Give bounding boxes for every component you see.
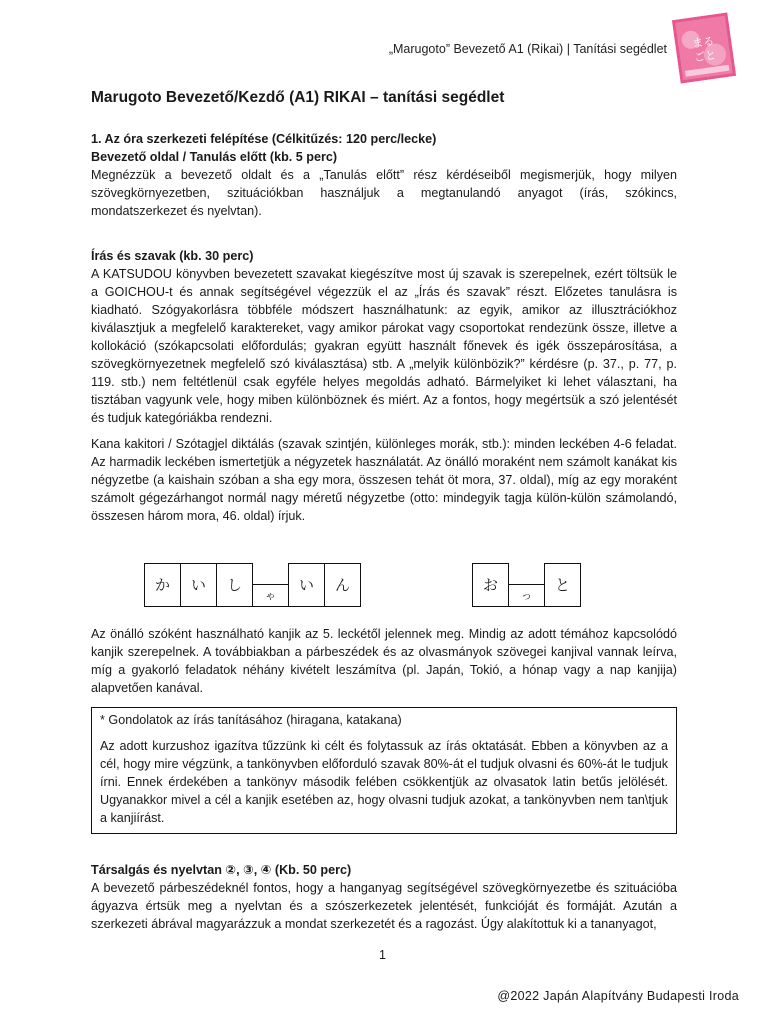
section-heading: Társalgás és nyelvtan ②, ③, ④ (Kb. 50 perc) [91,863,352,877]
page-number: 1 [379,948,386,962]
section-heading: 1. Az óra szerkezeti felépítése (Célkitűzés: 120 perc/lecke) [91,132,437,146]
paragraph: A bevezető párbeszédeknél fontos, hogy a hanganyag segítségével szövegkörnyezetbe és szituációba ágyazva értsük meg a nyelvtan és a szószerkezetek jelentését, funkcióját és formáját. Azután a szerkezeti ábrával magyarázzuk a mondat szerkezetét és a ragozást. Úgy alakítottuk ki a tananyagot, [91,881,677,931]
document-body [91,88,677,933]
kana-box-large: し [216,563,253,607]
kana-box-large: お [472,563,509,607]
svg-text:まる: まる [691,34,716,51]
kana-box-large: ん [324,563,361,607]
marugoto-logo [672,12,736,83]
section-heading: Írás és szavak (kb. 30 perc) [91,249,254,263]
paragraph: Az önálló szóként használható kanjik az 5. leckétől jelennek meg. Mindig az adott témához kapcsolódó kanjik szerepelnek. A továbbiakban a párbeszédek és az olvasmányok szövegei kanjival vannak leírva, míg a gyakorló feladatok néhány kivételt leszámítva (pl. Japán, Tokió, a hónap vagy a nap kanjija) alapvetően kanával. [91,627,677,695]
kana-box-large: い [180,563,217,607]
svg-text:ごと: ごと [693,48,717,65]
running-header: „Marugoto” Bevezető A1 (Rikai) | Tanítási segédlet [388,42,667,56]
kana-box-large: と [544,563,581,607]
paragraph: Megnézzük a bevezető oldalt és a „Tanulás előtt” rész kérdéseiből megismerjük, hogy milyen szövegkörnyezetben, szituációkban használjuk a megtanulandó anyagot (írás, szókincs, mondatszerkezet és nyelvtan). [91,168,677,218]
paragraph: A KATSUDOU könyvben bevezetett szavakat kiegészítve most új szavak is szerepelnek, ezért töltsük le a GOICHOU-t és annak segítségével végezzük el az „Írás és szavak” részt. Előzetes tanulásra is kiadható. Szógyakorlásra többféle módszert használhatunk: az egyik, amikor az illusztrációkhoz kiválasztjuk a megfelelő karaktereket, vagy amikor párokat vagy csoportokat rendezünk össze, illetve a kollokáció (szókapcsolati előfordulás; gyakran együtt használt főnevek és igék összepárosítása, a szövegkörnyezetnek megfelelő szó kiválasztása) stb. A „melyik különbözik?” kérdésre (p. 37., p. 77, p. 119. stb.) nem feltétlenül csak egyféle helyes megoldás adható. Bármelyiket ki lehet választani, ha tisztában vagyunk vele, hogy miben különböznek és miért. Az a fontos, hogy megértsük a szó jelentését és tudjuk kategóriákba rendezni. [91,267,677,425]
note-box [91,707,677,834]
footer-copyright: @2022 Japán Alapítvány Budapesti Iroda [497,989,739,1003]
kana-box-large: い [288,563,325,607]
kana-box-examples [91,535,677,619]
kana-box-small: っ [508,584,545,607]
subsection-heading: Bevezető oldal / Tanulás előtt (kb. 5 perc) [91,150,338,164]
paragraph: Kana kakitori / Szótagjel diktálás (szavak szintjén, különleges morák, stb.): minden leckében 4-6 feladat. Az harmadik leckében ismertetjük a négyzetek használatát. Az önálló moraként nem számolt kanákat kis négyzetbe (a kaishain szóban a sha egy mora, összesen tehát öt mora, 37. oldal), míg az egy moraként számolt gégezárhangot normál nagy méretű négyzetbe (otto: mindegyik tagja külön-külön számolandó, összesen három mora, 46. oldal) írjuk. [91,437,677,523]
document-title: Marugoto Bevezető/Kezdő (A1) RIKAI – tanítási segédlet [91,89,505,106]
kana-box-small: ゃ [252,584,289,607]
note-title: * Gondolatok az írás tanításához (hiragana, katakana) [100,713,402,727]
note-paragraph: Az adott kurzushoz igazítva tűzzünk ki célt és folytassuk az írás oktatását. Ebben a könyvben az a cél, hogy mire végzünk, a tankönyvben előforduló szavak 80%-át el tudjuk olvasni és 60%-át le tudjuk írni. Ennek érdekében a tankönyv második felében csökkentjük az olvasatok latin betűs jelölését. Ugyanakkor mivel a cél a kanjik esetében az, hogy olvasni tudjuk azokat, a tankönyvben nem tan\tjuk a kanjiírást. [100,739,668,825]
kana-box-large: か [144,563,181,607]
